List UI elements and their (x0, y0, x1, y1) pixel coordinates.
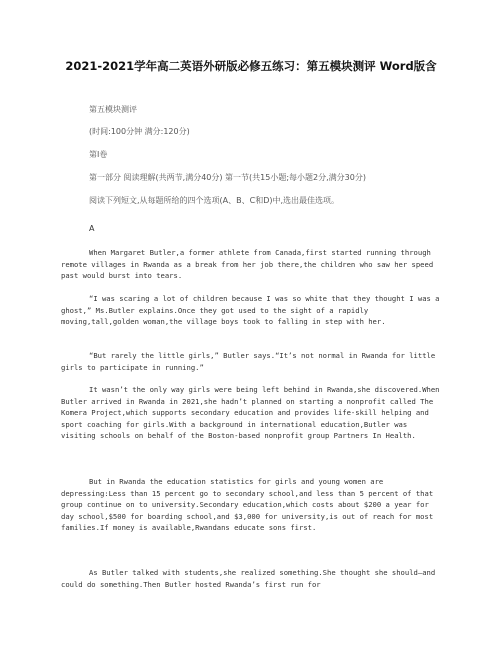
paragraph-2: “I was scaring a lot of children because I was so white that they thought I was a ghost,” Ms.Butler explains.Once they got used to the sight of a rapidly moving,tall,golden woman,the village boys took to falling in step with her. (61, 294, 440, 327)
section-label: A (89, 224, 95, 233)
part-one-heading: 第一部分 阅读理解(共两节,满分40分) 第一节(共15小题;每小题2分,满分30分) (89, 173, 366, 182)
paragraph-1: When Margaret Butler,a former athlete from Canada,first started running through remote villages in Rwanda as a break from her job there,the children who saw her speed past would burst into tears. (61, 248, 434, 281)
paragraph-5: But in Rwanda the education statistics for girls and young women are depressing:Less than 15 percent go to secondary school,and less than 5 percent of that group continue on to university.Secondary education,which costs about $200 a year for day school,$500 for boarding school,and $3,000 for university,is out of reach for most families.If money is available,Rwandans educate sons first. (61, 477, 434, 533)
module-label: 第五模块测评 (89, 105, 137, 114)
instruction-text: 阅读下列短文,从每题所给的四个选项(A、B、C和D)中,选出最佳选项。 (89, 196, 340, 205)
paragraph-4: It wasn’t the only way girls were being left behind in Rwanda,she discovered.When Butler arrived in Rwanda in 2021,she hadn’t planned on starting a nonprofit called The Komera Project,which supports secondary education and provides life-skill helping and sport coaching for girls.With a background in international education,Butler was visiting schools on behalf of the Boston-based nonprofit group Partners In Health. (61, 385, 440, 441)
time-score: (时间:100分钟 满分:120分) (89, 127, 190, 136)
volume-label: 第Ⅰ卷 (89, 150, 108, 159)
paragraph-3: “But rarely the little girls,” Butler says.“It’s not normal in Rwanda for little girls to participate in running.” (61, 351, 436, 372)
paragraph-6: As Butler talked with students,she realized something.She thought she should—and could do something.Then Butler hosted Rwanda’s first run for (61, 568, 436, 589)
document-title: 2021-2021学年高二英语外研版必修五练习：第五模块测评 Word版含 (65, 59, 437, 73)
